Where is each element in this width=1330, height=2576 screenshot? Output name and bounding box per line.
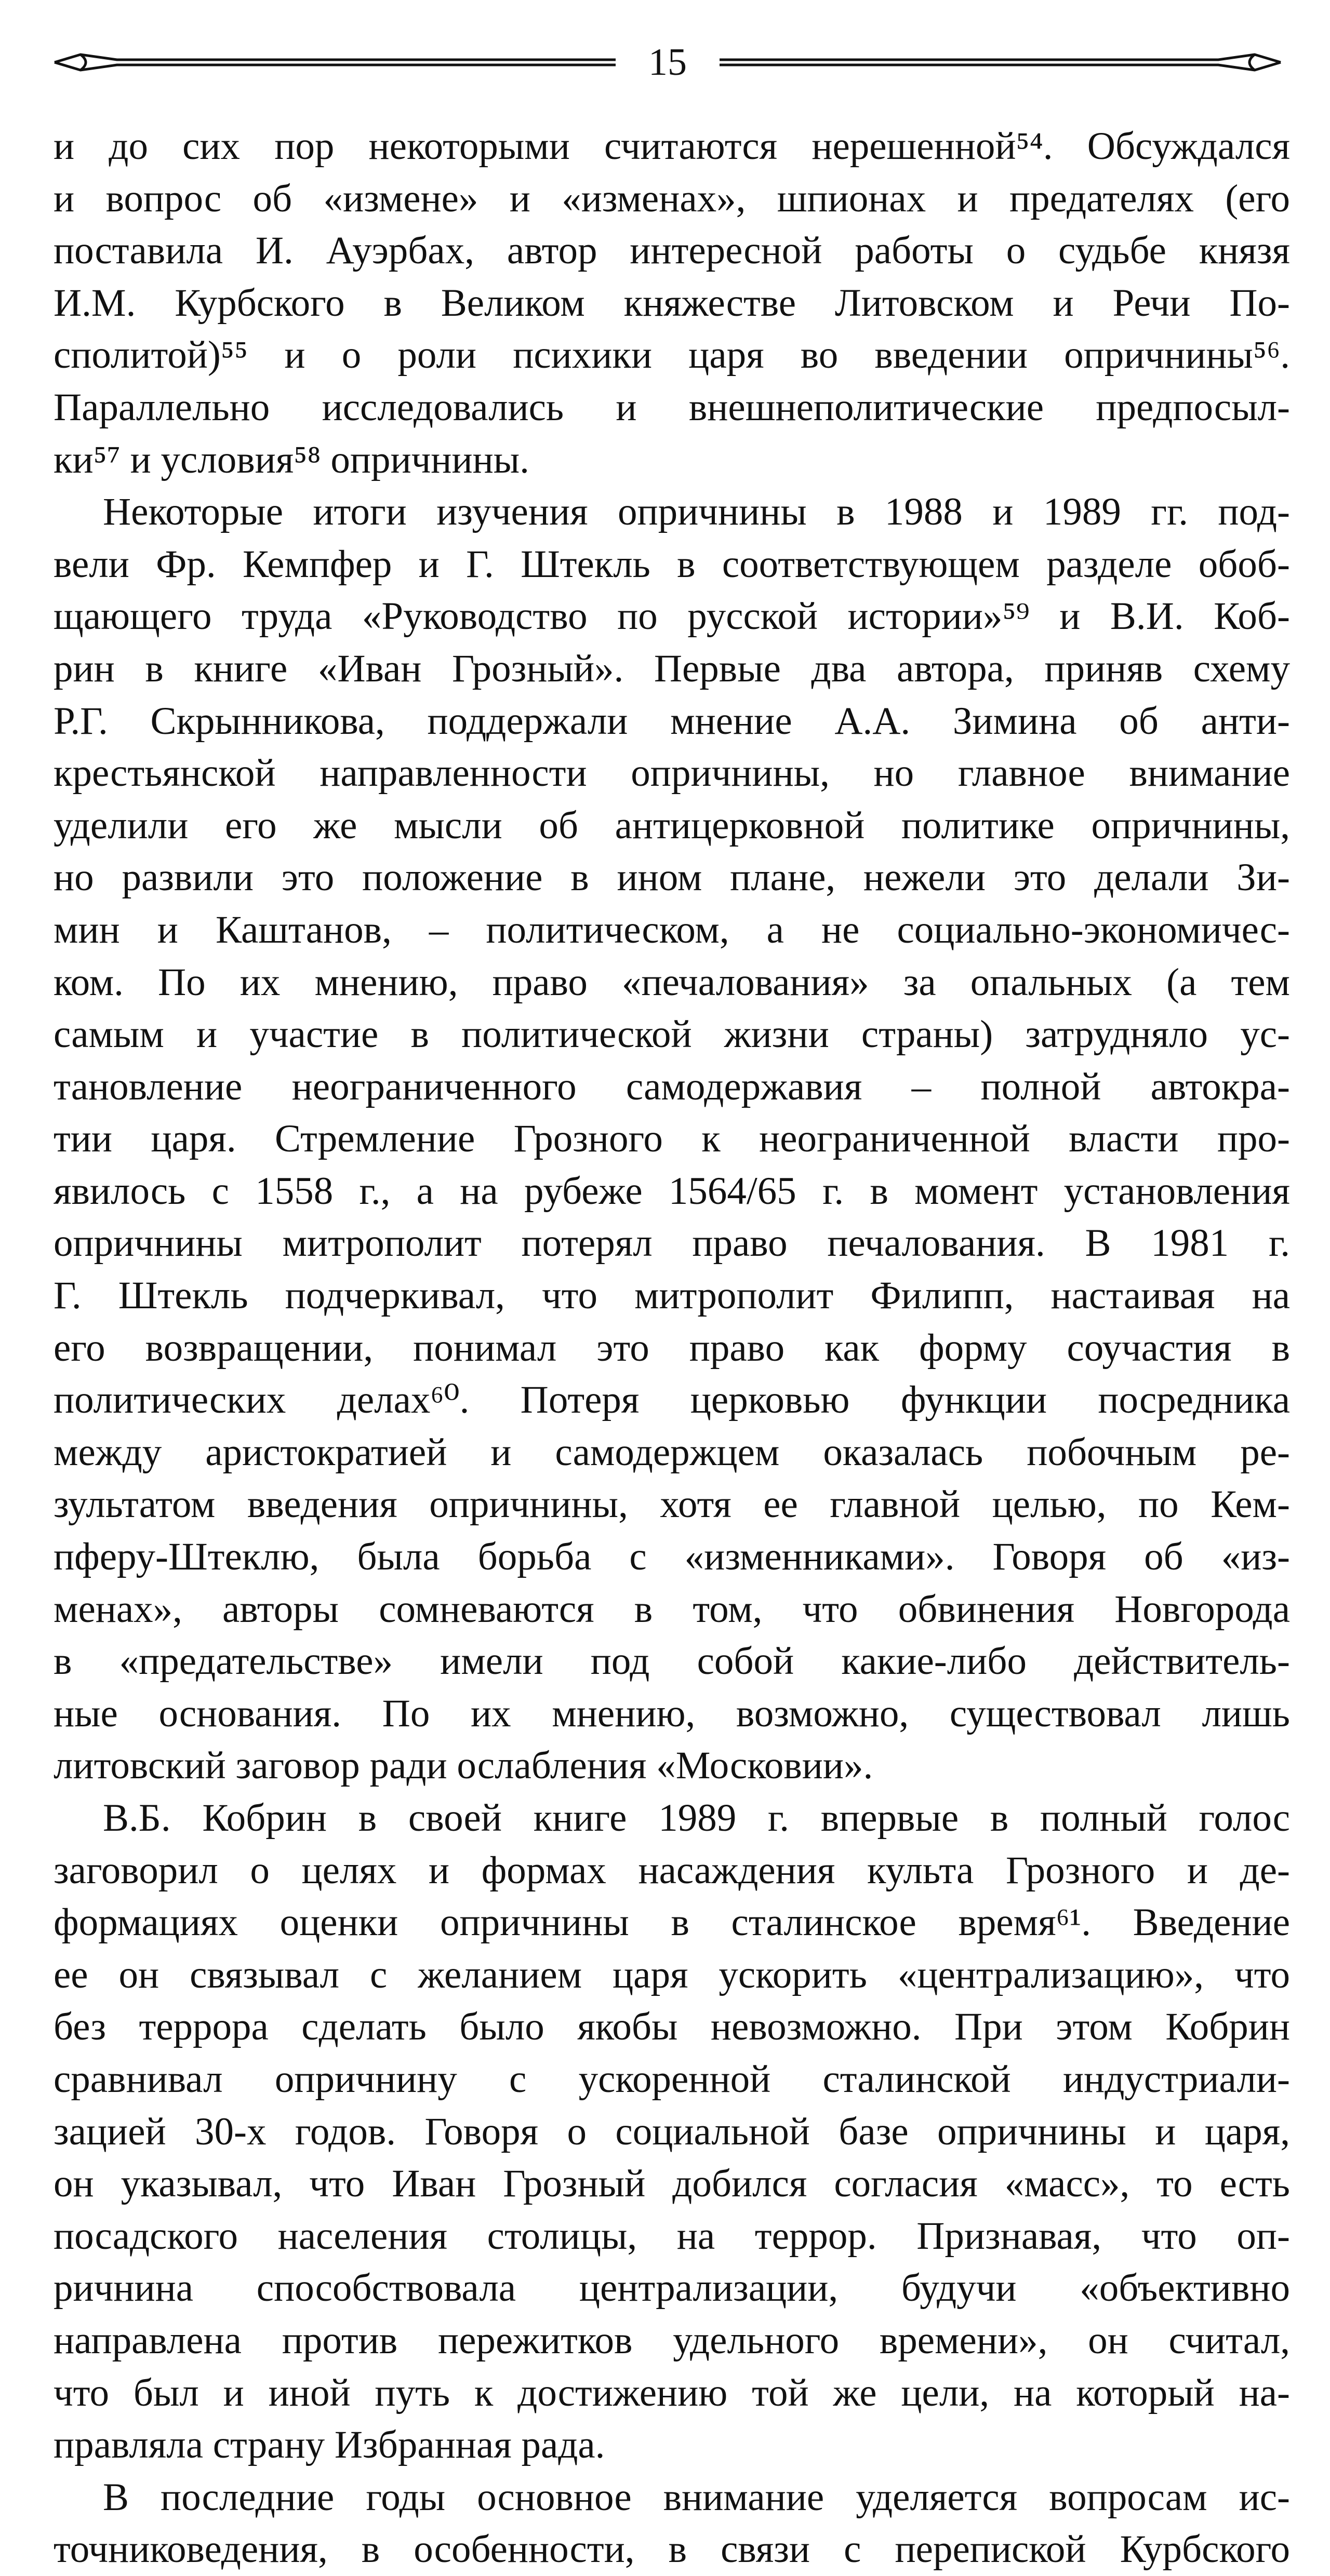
text-line: зацией 30-х годов. Говоря о социальной базе опричнины и царя, xyxy=(54,2110,1290,2153)
text-line: ее он связывал с желанием царя ускорить «централизацию», что xyxy=(54,1953,1290,1996)
text-line: самым и участие в политической жизни страны) затрудняло ус- xyxy=(54,1013,1290,1056)
text-line: зультатом введения опричнины, хотя ее главной целью, по Кем- xyxy=(54,1483,1290,1526)
text-line: сравнивал опричнину с ускоренной сталинской индустриали- xyxy=(54,2057,1290,2101)
text-line: точниковедения, в особенности, в связи с перепиской Курбского xyxy=(54,2528,1290,2571)
paragraph-start-line: Некоторые итоги изучения опричнины в 1988 и 1989 гг. под- xyxy=(103,490,1290,534)
text-line: тии царя. Стремление Грозного к неограниченной власти про- xyxy=(54,1117,1290,1161)
paragraph-start-line: В.Б. Кобрин в своей книге 1989 г. впервые в полный голос xyxy=(103,1796,1290,1840)
text-line: Параллельно исследовались и внешнеполитические предпосыл- xyxy=(54,385,1290,429)
body-text xyxy=(54,120,1290,2576)
text-line: пферу-Штеклю, была борьба с «изменниками». Говоря об «из- xyxy=(54,1535,1290,1579)
text-line: вели Фр. Кемпфер и Г. Штекль в соответствующем разделе обоб- xyxy=(54,542,1290,586)
text-line: поставила И. Ауэрбах, автор интересной работы о судьбе князя xyxy=(54,229,1290,273)
text-line: он указывал, что Иван Грозный добился согласия «масс», то есть xyxy=(54,2162,1290,2206)
text-line: тановление неограниченного самодержавия – полной автокра- xyxy=(54,1065,1290,1108)
page-number: 15 xyxy=(636,31,699,93)
text-line: без террора сделать было якобы невозможно. При этом Кобрин xyxy=(54,2005,1290,2049)
text-line: ные основания. По их мнению, возможно, существовал лишь xyxy=(54,1692,1290,1735)
text-line: правляла страну Избранная рада. xyxy=(54,2423,605,2467)
text-line: ки⁵⁷ и условия⁵⁸ опричнины. xyxy=(54,438,529,481)
text-line: но развили это положение в ином плане, нежели это делали Зи- xyxy=(54,856,1290,900)
text-line: И.М. Курбского в Великом княжестве Литовском и Речи По- xyxy=(54,281,1290,325)
text-line: что был и иной путь к достижению той же цели, на который на- xyxy=(54,2371,1290,2414)
text-line: в «предательстве» имели под собой какие-либо действитель- xyxy=(54,1640,1290,1683)
text-line: явилось с 1558 г., а на рубеже 1564/65 г. в момент установления xyxy=(54,1169,1290,1213)
text-line: щающего труда «Руководство по русской истории»⁵⁹ и В.И. Коб- xyxy=(54,595,1290,638)
text-line-italic: направлена против пережитков удельного времени», он считал, xyxy=(54,2318,1290,2362)
text-line: литовский заговор ради ослабления «Московии». xyxy=(54,1744,873,1788)
text-line: формациях оценки опричнины в сталинское время⁶¹. Введение xyxy=(54,1901,1290,1944)
text-line: политических делах⁶⁰. Потеря церковью функции посредника xyxy=(54,1378,1290,1422)
text-line: и вопрос об «измене» и «изменах», шпионах и предателях (его xyxy=(54,177,1290,220)
text-line: между аристократией и самодержцем оказалась побочным ре- xyxy=(54,1430,1290,1474)
text-line: сполитой)⁵⁵ и о роли психики царя во введении опричнины⁵⁶. xyxy=(54,333,1290,377)
text-line: его возвращении, понимал это право как форму соучастия в xyxy=(54,1326,1290,1370)
text-line: посадского населения столицы, на террор. Признавая, что оп- xyxy=(54,2214,1290,2258)
text-line: Г. Штекль подчеркивал, что митрополит Филипп, настаивая на xyxy=(54,1274,1290,1318)
text-line: рин в книге «Иван Грозный». Первые два автора, приняв схему xyxy=(54,647,1290,690)
text-line: крестьянской направленности опричнины, но главное внимание xyxy=(54,752,1290,795)
text-line: ричнина способствовала централизации, будучи «объективно xyxy=(54,2266,1290,2310)
text-line: уделили его же мысли об антицерковной политике опричнины, xyxy=(54,803,1290,847)
text-line: Р.Г. Скрынникова, поддержали мнение А.А. Зимина об анти- xyxy=(54,699,1290,743)
paragraph-start-line: В последние годы основное внимание уделяется вопросам ис- xyxy=(103,2475,1290,2519)
text-line: менах», авторы сомневаются в том, что обвинения Новгорода xyxy=(54,1587,1290,1631)
text-line: заговорил о целях и формах насаждения культа Грозного и де- xyxy=(54,1848,1290,1892)
text-line: мин и Каштанов, – политическом, а не социально-экономичес- xyxy=(54,908,1290,951)
text-line: и до сих пор некоторыми считаются нерешенной⁵⁴. Обсуждался xyxy=(54,125,1290,168)
text-line: опричнины митрополит потерял право печалования. В 1981 г. xyxy=(54,1222,1290,1265)
page-header xyxy=(49,31,1286,93)
text-line: ком. По их мнению, право «печалования» за опальных (а тем xyxy=(54,960,1290,1004)
